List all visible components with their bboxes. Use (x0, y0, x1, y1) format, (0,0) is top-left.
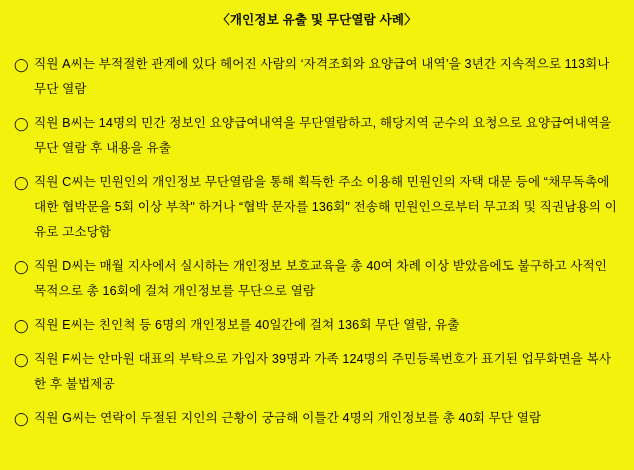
circle-bullet-icon: ◯ (14, 318, 29, 333)
list-item (14, 254, 620, 304)
case-f-text: 직원 F씨는 안마원 대표의 부탁으로 가입자 39명과 가족 124명의 주민등록번호가 표기된 업무화면을 복사한 후 불법제공 (34, 352, 612, 391)
case-b-text: 직원 B씨는 14명의 민간 정보인 요양급여내역을 무단열람하고, 해당지역 군수의 요청으로 요양급여내역을 무단 열람 후 내용을 유출 (34, 116, 616, 155)
circle-bullet-icon: ◯ (14, 116, 29, 131)
case-c-text: 직원 C씨는 민원인의 개인정보 무단열람을 통해 획득한 주소 이용해 민원인의 자택 대문 등에 “채무독촉에 대한 협박문을 5회 이상 부착" 하거나 “협박 문자를 136회" 전송해 민원인으로부터 무고죄 및 직권남용의 이유로 고소당함 (34, 175, 617, 239)
circle-bullet-icon: ◯ (14, 57, 29, 72)
page-title: 〈개인정보 유출 및 무단열람 사례〉 (217, 13, 417, 27)
case-e-text: 직원 E씨는 친인척 등 6명의 개인정보를 40일간에 걸쳐 136회 무단 열람, 유출 (34, 318, 460, 332)
circle-bullet-icon: ◯ (14, 259, 29, 274)
list-item (14, 52, 620, 102)
circle-bullet-icon: ◯ (14, 352, 29, 367)
list-item (14, 111, 620, 161)
list-item (14, 406, 620, 431)
circle-bullet-icon: ◯ (14, 175, 29, 190)
circle-bullet-icon: ◯ (14, 411, 29, 426)
case-a-text: 직원 A씨는 부적절한 관계에 있다 헤어진 사람의 ‘자격조회와 요양급여 내역’을 3년간 지속적으로 113회나 무단 열람 (34, 57, 614, 96)
case-list (14, 52, 620, 431)
list-item (14, 347, 620, 397)
list-item (14, 170, 620, 245)
case-d-text: 직원 D씨는 매월 지사에서 실시하는 개인정보 보호교육을 총 40여 차례 이상 받았음에도 불구하고 사적인 목적으로 총 16회에 걸쳐 개인정보를 무단으로 열람 (34, 259, 611, 298)
list-item (14, 313, 620, 338)
case-g-text: 직원 G씨는 연락이 두절된 지인의 근황이 궁금해 이틀간 4명의 개인정보를 총 40회 무단 열람 (34, 411, 542, 425)
